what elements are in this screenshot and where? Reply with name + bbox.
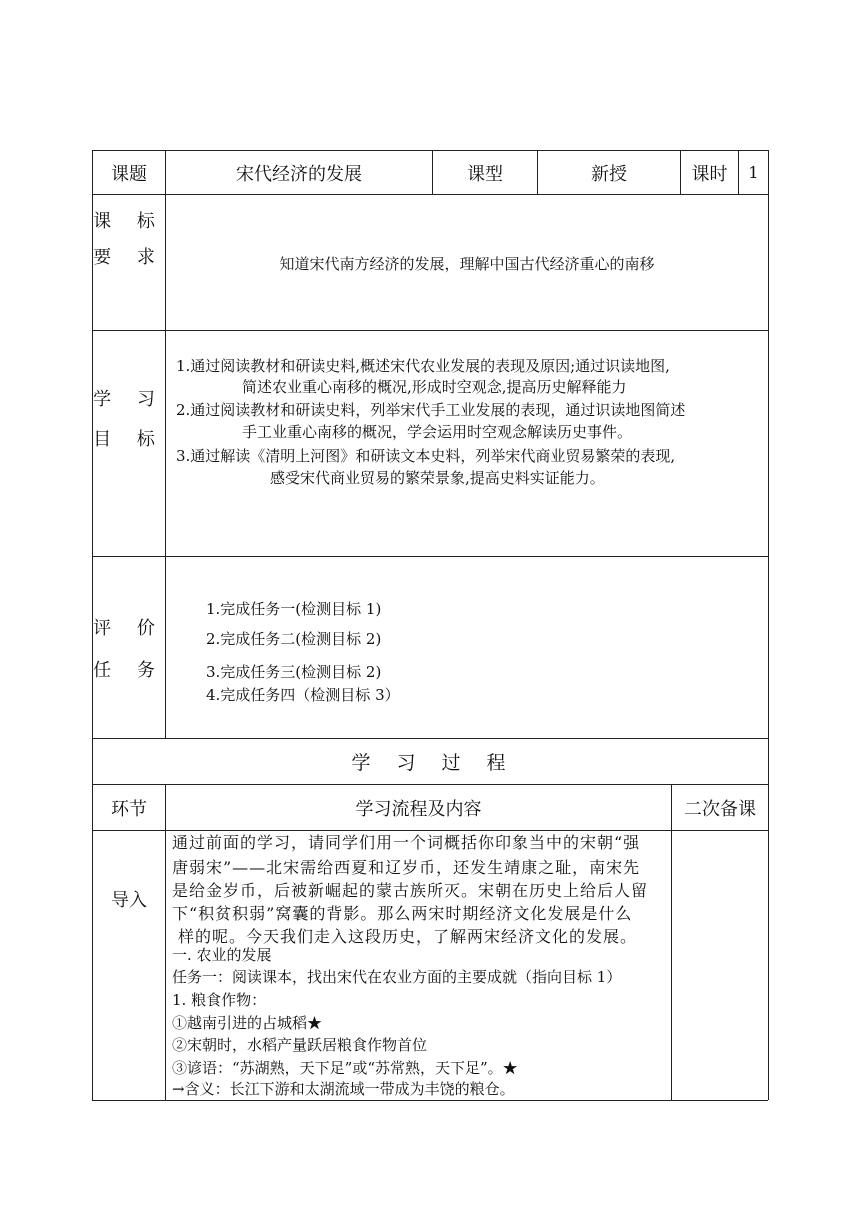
standard-label-line1: 课 标 bbox=[93, 211, 165, 232]
goal-line: 1.通过阅读教材和研读史料,概述宋代农业发展的表现及原因;通过识读地图, bbox=[176, 357, 670, 375]
topic-value: 宋代经济的发展 bbox=[236, 163, 362, 185]
stage-intro: 导入 bbox=[111, 890, 147, 911]
detail-line: ③谚语：“苏湖熟，天下足”或“苏常熟，天下足”。★ bbox=[172, 1059, 518, 1077]
standard-label bbox=[93, 204, 165, 276]
prep-column-header: 二次备课 bbox=[684, 798, 756, 820]
evaluation-item: 3.完成任务三(检测目标 2) bbox=[206, 663, 382, 681]
standard-text: 知道宋代南方经济的发展，理解中国古代经济重心的南移 bbox=[279, 254, 655, 273]
content-column-header: 学习流程及内容 bbox=[355, 798, 482, 820]
type-label: 课型 bbox=[467, 163, 503, 185]
evaluation-label-line2: 任 务 bbox=[93, 660, 165, 681]
table-border bbox=[92, 194, 768, 195]
detail-line: →含义：长江下游和太湖流域一带成为丰饶的粮仓。 bbox=[172, 1080, 515, 1098]
intro-line: 是给金岁币，后被新崛起的蒙古族所灭。宋朝在历史上给后人留 bbox=[172, 881, 649, 900]
detail-line: 1. 粮食作物： bbox=[172, 991, 267, 1009]
intro-line: 下“积贫积弱”窝囊的背影。那么两宋时期经济文化发展是什么 bbox=[172, 904, 633, 923]
stage-column-header: 环节 bbox=[111, 798, 147, 820]
hours-value: 1 bbox=[748, 163, 759, 182]
detail-line: 一. 农业的发展 bbox=[172, 946, 272, 964]
evaluation-item: 4.完成任务四（检测目标 3） bbox=[206, 686, 400, 704]
table-border bbox=[92, 1100, 768, 1101]
goals-label-line2: 目 标 bbox=[93, 429, 165, 450]
table-border bbox=[165, 150, 166, 738]
type-value: 新授 bbox=[591, 163, 627, 185]
evaluation-label bbox=[93, 608, 165, 692]
goals-label-line1: 学 习 bbox=[93, 389, 165, 410]
evaluation-item: 2.完成任务二(检测目标 2) bbox=[206, 630, 382, 648]
goal-line: 感受宋代商业贸易的繁荣景象,提高史料实证能力。 bbox=[270, 469, 605, 487]
detail-line: ②宋朝时，水稻产量跃居粮食作物首位 bbox=[172, 1036, 428, 1054]
standard-label-line2: 要 求 bbox=[93, 247, 165, 268]
detail-line: ①越南引进的占城稻★ bbox=[172, 1014, 323, 1032]
goal-line: 2.通过阅读教材和研读史料，列举宋代手工业发展的表现，通过识读地图简述 bbox=[176, 401, 686, 419]
topic-label: 课题 bbox=[111, 163, 147, 185]
table-border bbox=[768, 150, 769, 1100]
goal-line: 3.通过解读《清明上河图》和研读文本史料，列举宋代商业贸易繁荣的表现, bbox=[176, 447, 676, 465]
table-border bbox=[92, 330, 768, 331]
goals-label bbox=[93, 380, 165, 460]
process-title: 学 习 过 程 bbox=[351, 752, 510, 774]
goal-line: 手工业重心南移的概况，学会运用时空观念解读历史事件。 bbox=[242, 423, 633, 441]
hours-label: 课时 bbox=[691, 163, 728, 185]
intro-line: 通过前面的学习，请同学们用一个词概括你印象当中的宋朝“强 bbox=[172, 833, 641, 852]
intro-line: 样的呢。今天我们走入这段历史，了解两宋经济文化的发展。 bbox=[178, 927, 638, 946]
table-border bbox=[165, 784, 166, 1100]
table-border bbox=[92, 556, 768, 557]
detail-line: 任务一：阅读课本，找出宋代在农业方面的主要成就（指向目标 1） bbox=[172, 968, 622, 986]
intro-line: 唐弱宋”——北宋需给西夏和辽岁币，还发生靖康之耻，南宋先 bbox=[172, 858, 641, 877]
goal-line: 简述农业重心南移的概况,形成时空观念,提高历史解释能力 bbox=[242, 378, 627, 396]
evaluation-label-line1: 评 价 bbox=[93, 618, 165, 639]
evaluation-item: 1.完成任务一(检测目标 1) bbox=[206, 600, 382, 618]
